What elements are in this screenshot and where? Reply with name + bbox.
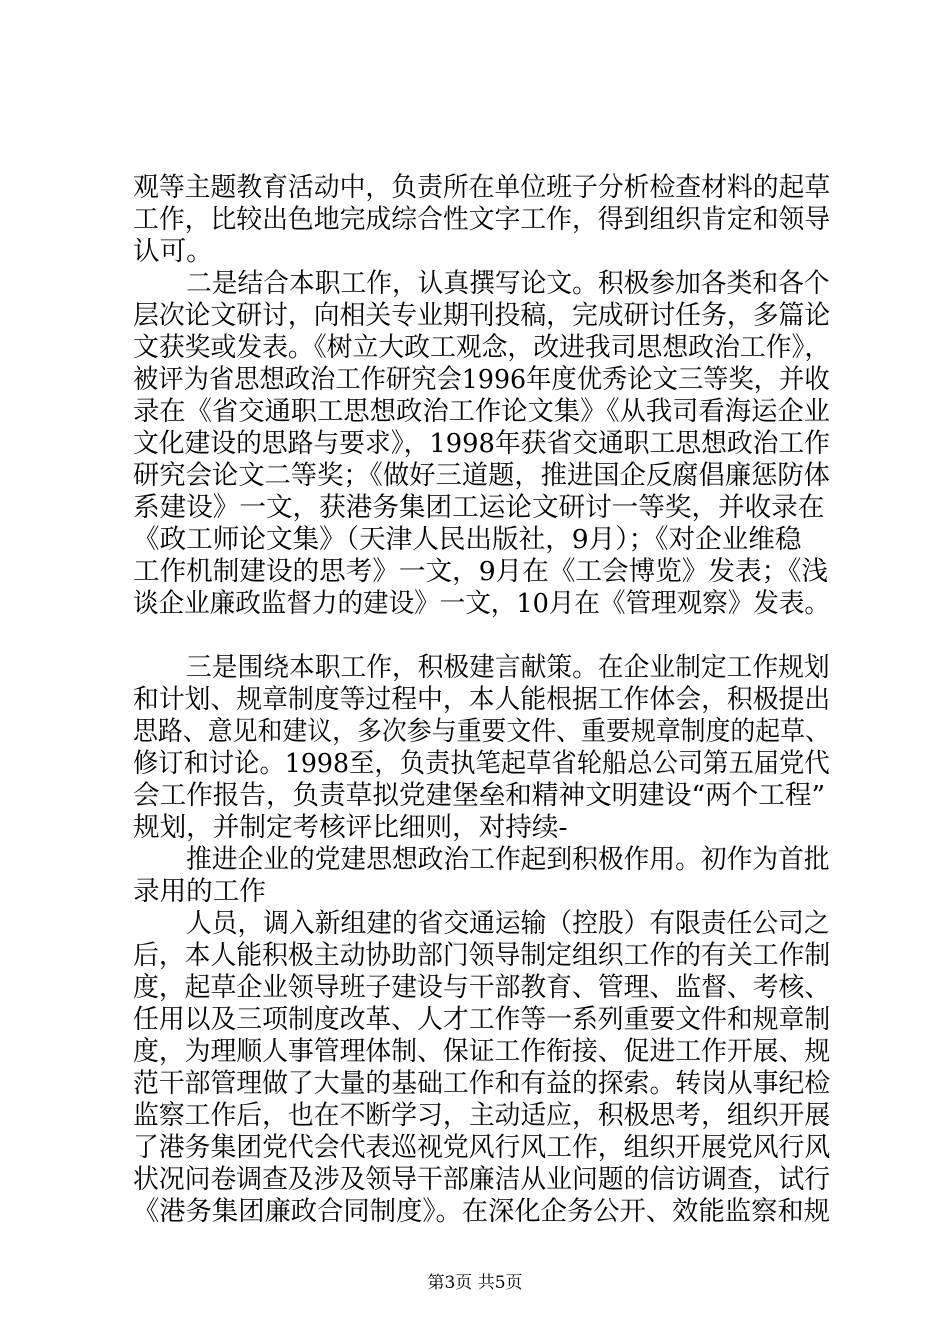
text-line: 范干部管理做了大量的基础工作和有益的探索。转岗从事纪检 [133, 1068, 831, 1099]
text-line: 文获奖或发表。《树立大政工观念，改进我司思想政治工作》， [133, 332, 831, 363]
text-line: 度，为理顺人事管理体制、保证工作衔接、促进工作开展、规 [133, 1036, 831, 1067]
text-line: 会工作报告，负责草拟党建堡垒和精神文明建设“两个工程” [133, 780, 826, 811]
text-line: 和计划、规章制度等过程中，本人能根据工作体会，积极提出 [133, 684, 831, 715]
text-line: 了港务集团党代会代表巡视党风行风工作，组织开展党风行风 [133, 1132, 831, 1163]
paragraph-start-line: 三是围绕本职工作，积极建言献策。在企业制定工作规划 [186, 652, 830, 683]
text-line: 工作，比较出色地完成综合性文字工作，得到组织肯定和领导 [133, 204, 831, 235]
text-line: 录在《省交通职工思想政治工作论文集》《从我司看海运企业 [133, 396, 830, 427]
paragraph-start-line: 人员，调入新组建的省交通运输（控股）有限责任公司之 [186, 908, 830, 939]
text-line: 系建设》一文，获港务集团工运论文研讨一等奖，并收录在 [133, 492, 825, 523]
text-line: 《政工师论文集》（天津人民出版社，9月）；《对企业维稳 [133, 524, 802, 555]
text-line: 工作机制建设的思考》一文，9月在《工会博览》发表；《浅 [133, 556, 829, 587]
text-line: 任用以及三项制度改革、人才工作等一系列重要文件和规章制 [133, 1004, 831, 1035]
text-line: 监察工作后，也在不断学习，主动适应，积极思考，组织开展 [133, 1100, 831, 1131]
text-line: 规划，并制定考核评比细则，对持续- [133, 812, 568, 843]
paragraph-start-line: 二是结合本职工作，认真撰写论文。积极参加各类和各个 [186, 268, 830, 299]
text-line: 状况问卷调查及涉及领导干部廉洁从业问题的信访调查，试行 [133, 1164, 831, 1195]
text-line: 层次论文研讨，向相关专业期刊投稿，完成研讨任务，多篇论 [133, 300, 831, 331]
paragraph-start-line: 推进企业的党建思想政治工作起到积极作用。初作为首批 [186, 844, 830, 875]
page-number-footer: 第3页 共5页 [427, 1273, 523, 1293]
text-line: 《港务集团廉政合同制度》。在深化企务公开、效能监察和规 [133, 1196, 830, 1227]
text-line: 研究会论文二等奖；《做好三道题，推进国企反腐倡廉惩防体 [133, 460, 830, 491]
text-line: 思路、意见和建议，多次参与重要文件、重要规章制度的起草、 [133, 716, 830, 747]
text-line: 度，起草企业领导班子建设与干部教育、管理、监督、考核、 [133, 972, 831, 1003]
text-line: 文化建设的思路与要求》，1998年获省交通职工思想政治工作 [133, 428, 830, 459]
text-line: 观等主题教育活动中，负责所在单位班子分析检查材料的起草 [133, 172, 831, 203]
text-line: 录用的工作 [133, 876, 266, 907]
text-line: 后，本人能积极主动协助部门领导制定组织工作的有关工作制 [133, 940, 831, 971]
text-line: 谈企业廉政监督力的建设》一文，10月在《管理观察》发表。 [133, 588, 830, 619]
text-line: 修订和讨论。1998至，负责执笔起草省轮船总公司第五届党代 [133, 748, 830, 779]
text-line: 被评为省思想政治工作研究会1996年度优秀论文三等奖，并收 [133, 364, 830, 395]
text-line: 认可。 [133, 236, 213, 267]
